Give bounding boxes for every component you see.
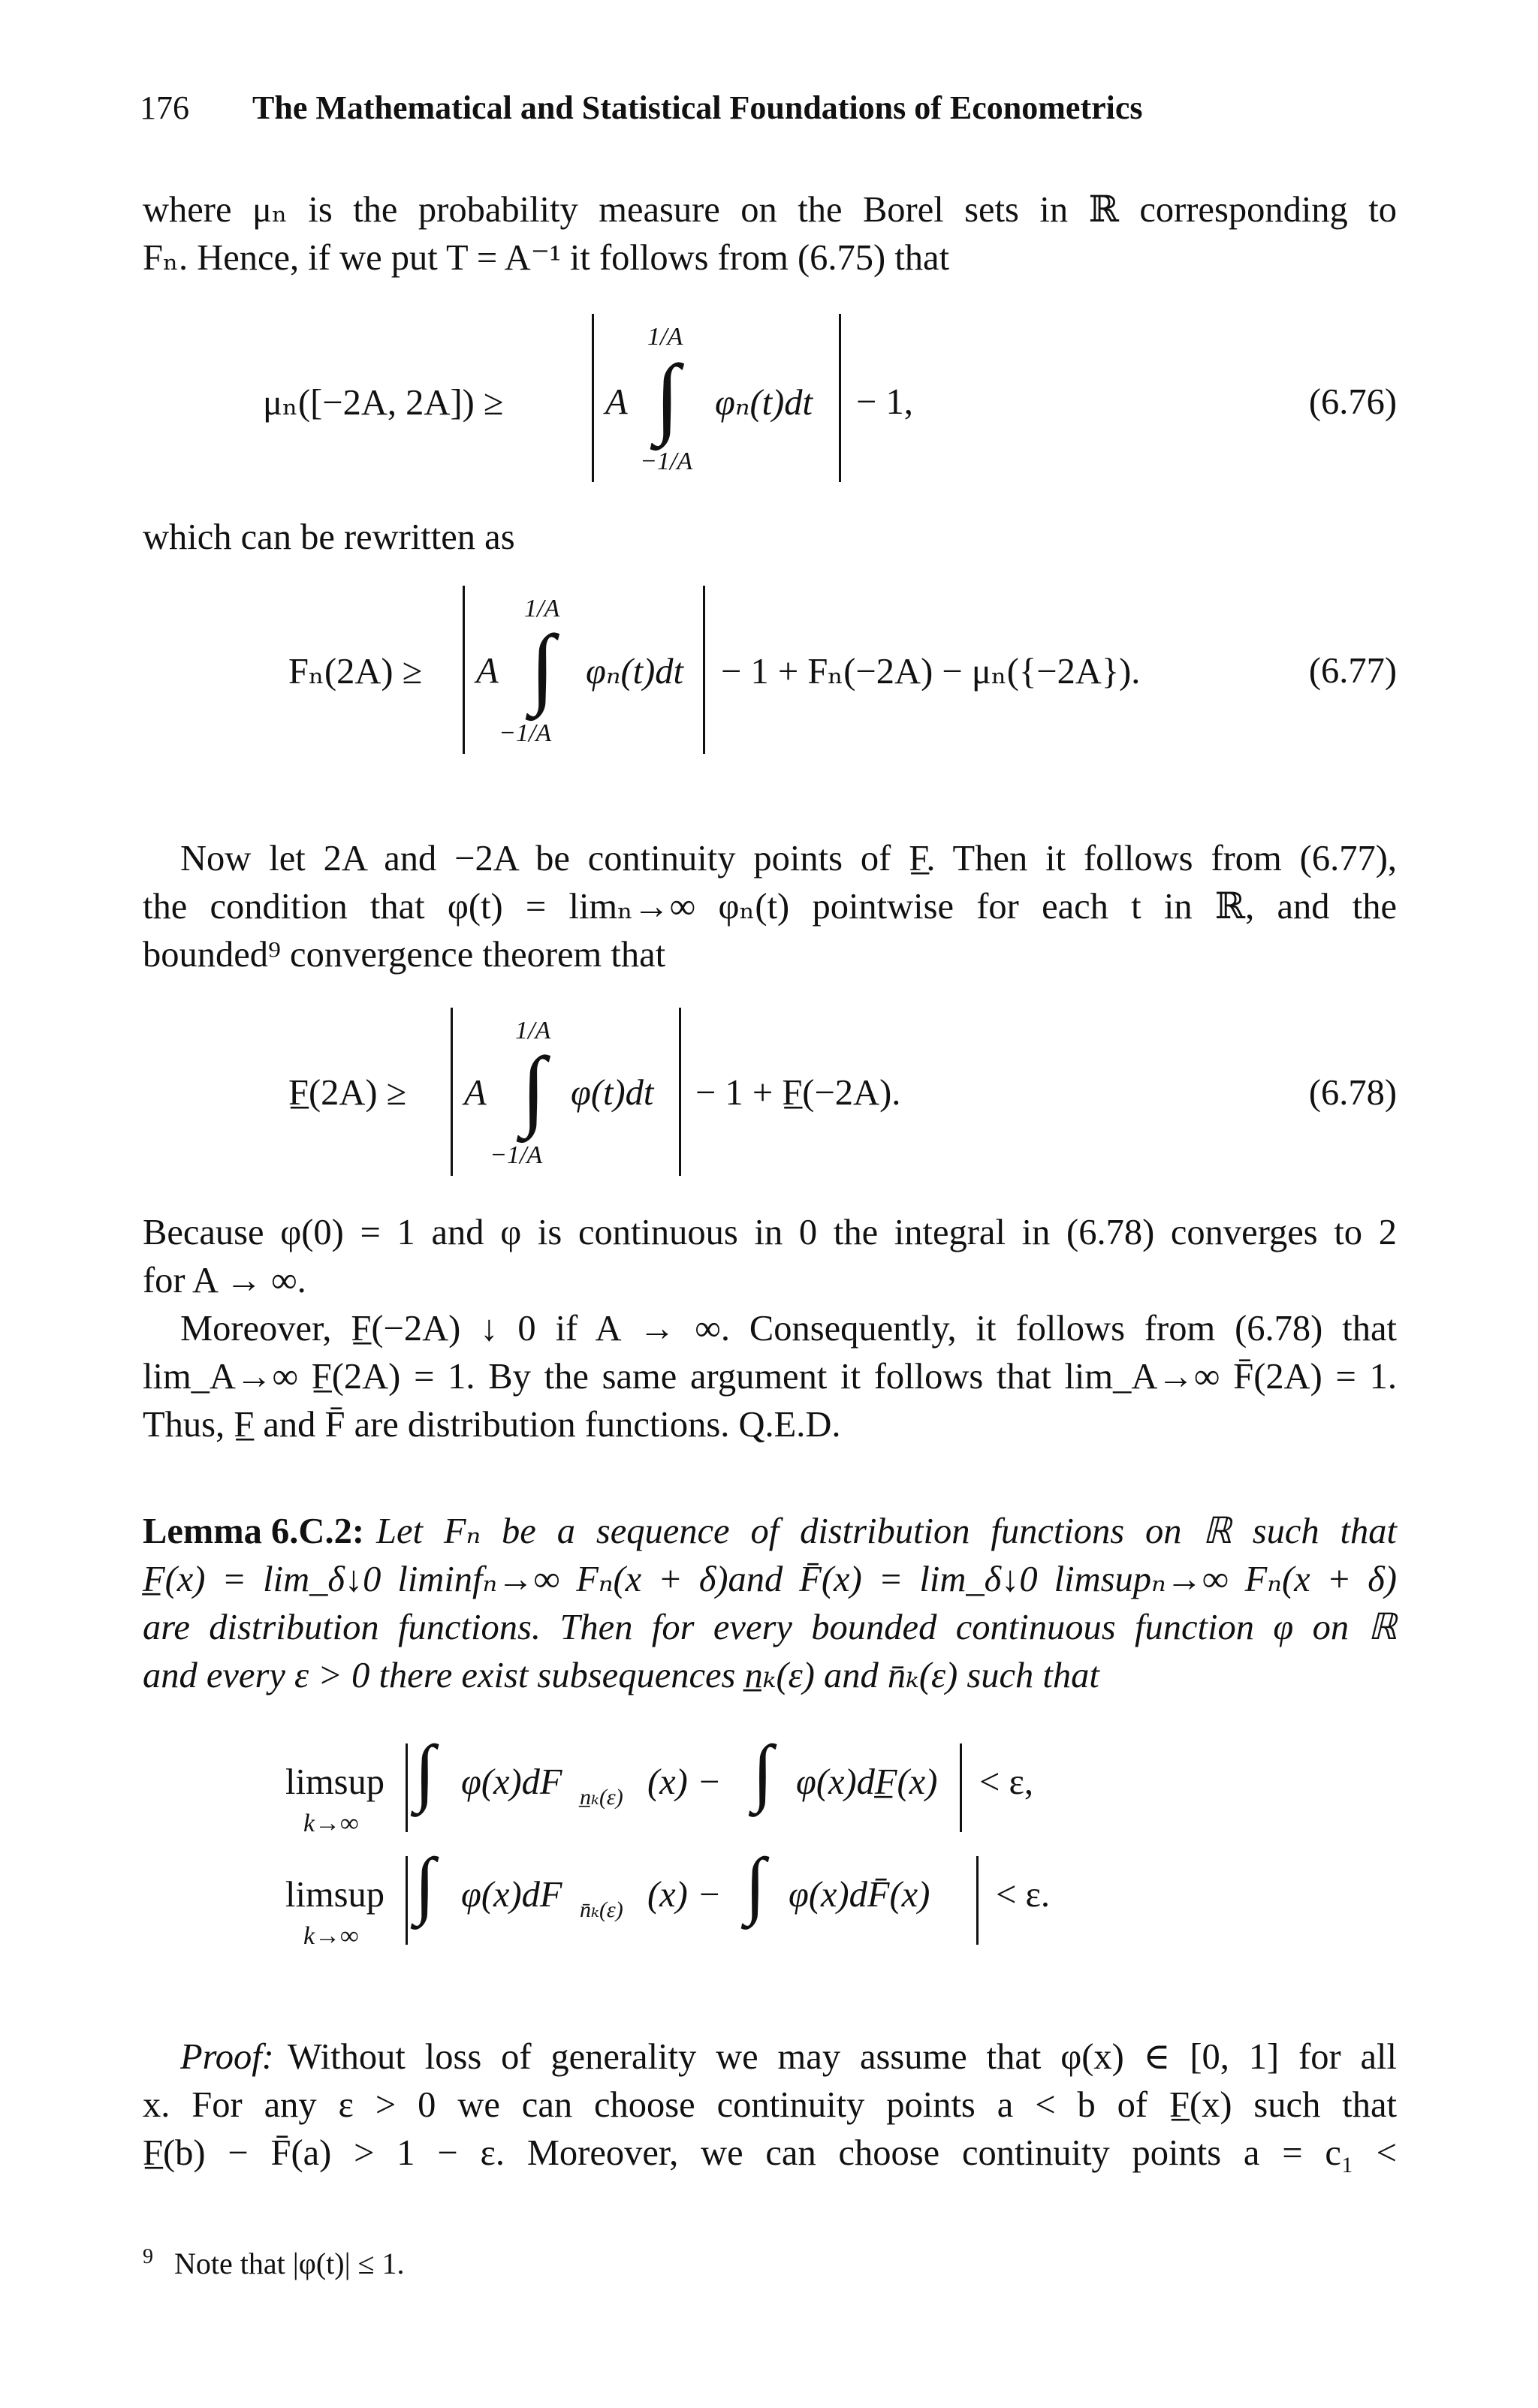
eq676-rest: − 1, [856,382,913,422]
eq676-coef: A [605,382,628,422]
limsup-operator: limsup [285,1762,385,1802]
limsup-subscript: k→∞ [303,1810,359,1837]
integral-lower-limit: −1/A [490,1141,543,1169]
eq678-lhs: F̲(2A) ≥ [288,1073,407,1113]
limsup-row2-term-c: φ(x)dF̄(x) [789,1875,930,1915]
text-line: bounded⁹ convergence theorem that [143,935,666,975]
equation-number: (6.77) [1308,651,1397,691]
eq677-lhs: Fₙ(2A) ≥ [288,652,423,692]
abs-bar-left [592,314,594,482]
limsup-row1-rest: < ε, [979,1762,1033,1802]
integral-lower-limit: −1/A [640,448,693,475]
text-line: where μₙ is the probability measure on the Borel sets in ℝ corresponding to [143,190,1397,230]
equation-number: (6.76) [1308,382,1397,422]
text-line: the condition that φ(t) = limₙ→∞ φₙ(t) pointwise for each t in ℝ, and the [143,887,1397,927]
integral-upper-limit: 1/A [515,1017,551,1044]
integral-sign-icon: ∫ [530,616,555,716]
integral-sign-icon: ∫ [521,1038,546,1138]
footnote [143,2245,405,2281]
abs-bar-right [976,1856,979,1945]
text-line: and every ε > 0 there exist subsequences n̲ₖ(ε) and n̄ₖ(ε) such that [143,1656,1099,1695]
abs-bar-right [839,314,841,482]
eq678-integrand: φ(t)dt [571,1073,654,1113]
integral-sign-icon: ∫ [415,1843,436,1926]
text-line: F̲(b) − F̄(a) > 1 − ε. Moreover, we can choose continuity points a = c₁ < [143,2133,1397,2173]
integral-upper-limit: 1/A [647,323,683,351]
eq676-lhs: μₙ([−2A, 2A]) ≥ [263,383,504,423]
text-line: Now let 2A and −2A be continuity points of F̲. Then it follows from (6.77), [180,839,1397,879]
limsup-operator: limsup [285,1875,385,1915]
text-line: for A → ∞. [143,1261,306,1300]
integral-upper-limit: 1/A [524,595,560,622]
lemma-text: Let Fₙ be a sequence of distribution functions on ℝ such that [375,1511,1397,1551]
book-title: The Mathematical and Statistical Foundations of Econometrics [252,89,1143,126]
text-line: Thus, F̲ and F̄ are distribution functions. Q.E.D. [143,1405,841,1445]
abs-bar-left [406,1856,408,1945]
integral-sign-icon: ∫ [655,346,680,446]
abs-bar-left [406,1743,408,1832]
equation-number: (6.78) [1308,1073,1397,1113]
eq677-integrand: φₙ(t)dt [586,652,683,692]
page-number: 176 [140,89,189,126]
limsup-row1-term-b: (x) − [647,1762,722,1802]
eq676-integrand: φₙ(t)dt [715,383,813,423]
limsup-row2-term-a: φ(x)dF [461,1875,562,1915]
text-line: F̲(x) = lim_δ↓0 liminfₙ→∞ Fₙ(x + δ)and F̄(x) = lim_δ↓0 limsupₙ→∞ Fₙ(x + δ) [143,1560,1397,1599]
proof-first-line [180,2033,1397,2081]
abs-bar-right [960,1743,962,1832]
text-line: Moreover, F̲(−2A) ↓ 0 if A → ∞. Consequently, it follows from (6.78) that [180,1309,1397,1349]
abs-bar-right [703,586,705,754]
proof-text: Without loss of generality we may assume that φ(x) ∈ [0, 1] for all [287,2037,1397,2077]
limsup-row2-sub: n̄ₖ(ε) [580,1897,623,1922]
integral-sign-icon: ∫ [752,1730,774,1813]
limsup-row2-rest: < ε. [996,1875,1050,1915]
limsup-subscript: k→∞ [303,1922,359,1950]
lemma-first-line [143,1508,1397,1556]
abs-bar-left [451,1008,453,1176]
eq678-coef: A [464,1073,487,1113]
eq677-rest: − 1 + Fₙ(−2A) − μₙ({−2A}). [721,652,1141,692]
integral-sign-icon: ∫ [415,1730,436,1813]
text-line: Because φ(0) = 1 and φ is continuous in 0 the integral in (6.78) converges to 2 [143,1213,1397,1252]
text-line: Fₙ. Hence, if we put T = A⁻¹ it follows from (6.75) that [143,238,950,278]
text-line: are distribution functions. Then for every bounded continuous function φ on ℝ [143,1608,1397,1647]
integral-sign-icon: ∫ [745,1843,766,1926]
text-line: x. For any ε > 0 we can choose continuity points a < b of F̲(x) such that [143,2085,1397,2125]
eq678-rest: − 1 + F̲(−2A). [695,1073,901,1113]
abs-bar-left [463,586,465,754]
limsup-row1-term-c: φ(x)dF̲(x) [796,1762,938,1802]
abs-bar-right [679,1008,681,1176]
running-head [140,89,1143,127]
limsup-row2-term-b: (x) − [647,1875,722,1915]
integral-lower-limit: −1/A [499,719,552,747]
footnote-text: Note that |φ(t)| ≤ 1. [174,2247,405,2281]
limsup-row1-sub: n̲ₖ(ε) [580,1785,623,1810]
eq677-coef: A [476,651,499,691]
proof-label: Proof: [180,2037,274,2077]
text-line: which can be rewritten as [143,517,515,557]
limsup-row1-term-a: φ(x)dF [461,1762,562,1802]
footnote-mark: 9 [143,2245,153,2268]
text-line: lim_A→∞ F̲(2A) = 1. By the same argument it follows that lim_A→∞ F̄(2A) = 1. [143,1357,1397,1397]
lemma-label: Lemma 6.C.2: [143,1511,364,1551]
